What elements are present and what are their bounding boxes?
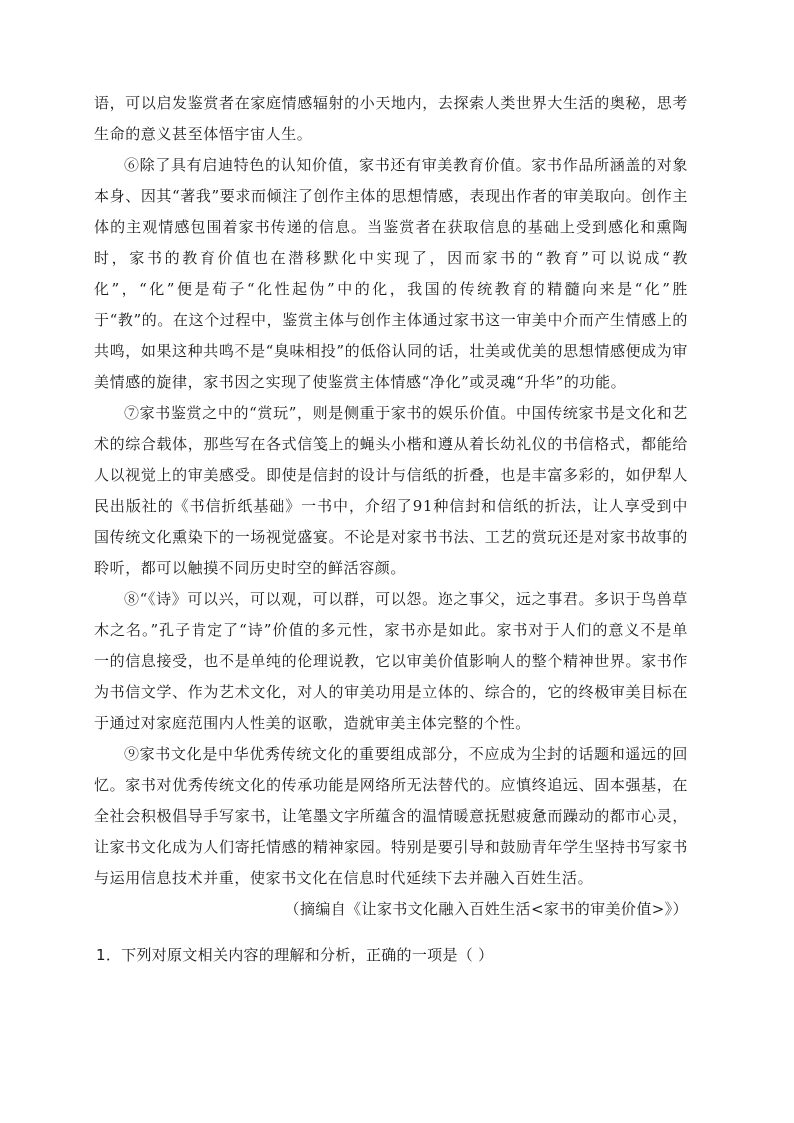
- source-citation: （摘编自《让家书文化融入百姓生活<家书的审美价值>》）: [284, 900, 688, 918]
- paragraph-9: ⑨家书文化是中华优秀传统文化的重要组成部分，不应成为尘封的话题和遥远的回忆。家书对优秀传统文化的传承功能是网络所无法替代的。应慎终追远、固本强基，在全社会积极倡导手写家书，让笔墨文字所蕴含的温情暖意抚慰疲惫而躁动的都市心灵，让家书文化成为人们寄托情感的精神家园。特别是要引导和鼓励青年学生坚持书写家书与运用信息技术并重，使家书文化在信息时代延续下去并融入百姓生活。: [94, 745, 688, 887]
- paragraph-8: ⑧“《诗》可以兴，可以观，可以群，可以怨。迩之事父，远之事君。多识于鸟兽草木之名。”孔子肯定了“诗”价值的多元性，家书亦是如此。家书对于人们的意义不是单一的信息接受，也不是单纯的伦理说教，它以审美价值影响人的整个精神世界。家书作为书信文学、作为艺术文化，对人的审美功用是立体的、综合的，它的终极审美目标在于通过对家庭范围内人性美的讴歌，造就审美主体完整的个性。: [94, 590, 688, 732]
- paragraph-7: ⑦家书鉴赏之中的“赏玩”，则是侧重于家书的娱乐价值。中国传统家书是文化和艺术的综合载体，那些写在各式信笺上的蝇头小楷和遵从着长幼礼仪的书信格式，都能给人以视觉上的审美感受。即使是信封的设计与信纸的折叠，也是丰富多彩的，如伊犁人民出版社的《书信折纸基础》一书中，介绍了91种信封和信纸的折法，让人享受到中国传统文化熏染下的一场视觉盛宴。不论是对家书书法、工艺的赏玩还是对家书故事的聆听，都可以触摸不同历史时空的鲜活容颜。: [94, 404, 688, 577]
- article-body: [94, 88, 688, 925]
- paragraph-6: ⑥除了具有启迪特色的认知价值，家书还有审美教育价值。家书作品所涵盖的对象本身、因其“著我”要求而倾注了创作主体的思想情感，表现出作者的审美取向。创作主体的主观情感包围着家书传递的信息。当鉴赏者在获取信息的基础上受到感化和熏陶时，家书的教育价值也在潜移默化中实现了，因而家书的“教育”可以说成“教化”，“化”便是荀子“化性起伪”中的化，我国的传统教育的精髓向来是“化”胜于“教”的。在这个过程中，鉴赏主体与创作主体通过家书这一审美中介而产生情感上的共鸣，如果这种共鸣不是“臭味相投”的低俗认同的话，壮美或优美的思想情感便成为审美情感的旋律，家书因之实现了使鉴赏主体情感“净化”或灵魂“升华”的功能。: [94, 156, 688, 391]
- question-1: 1．下列对原文相关内容的理解和分析，正确的一项是（ ）: [96, 946, 494, 964]
- paragraph-continued: 语，可以启发鉴赏者在家庭情感辐射的小天地内，去探索人类世界大生活的奥秘，思考生命的意义甚至体悟宇宙人生。: [94, 94, 688, 143]
